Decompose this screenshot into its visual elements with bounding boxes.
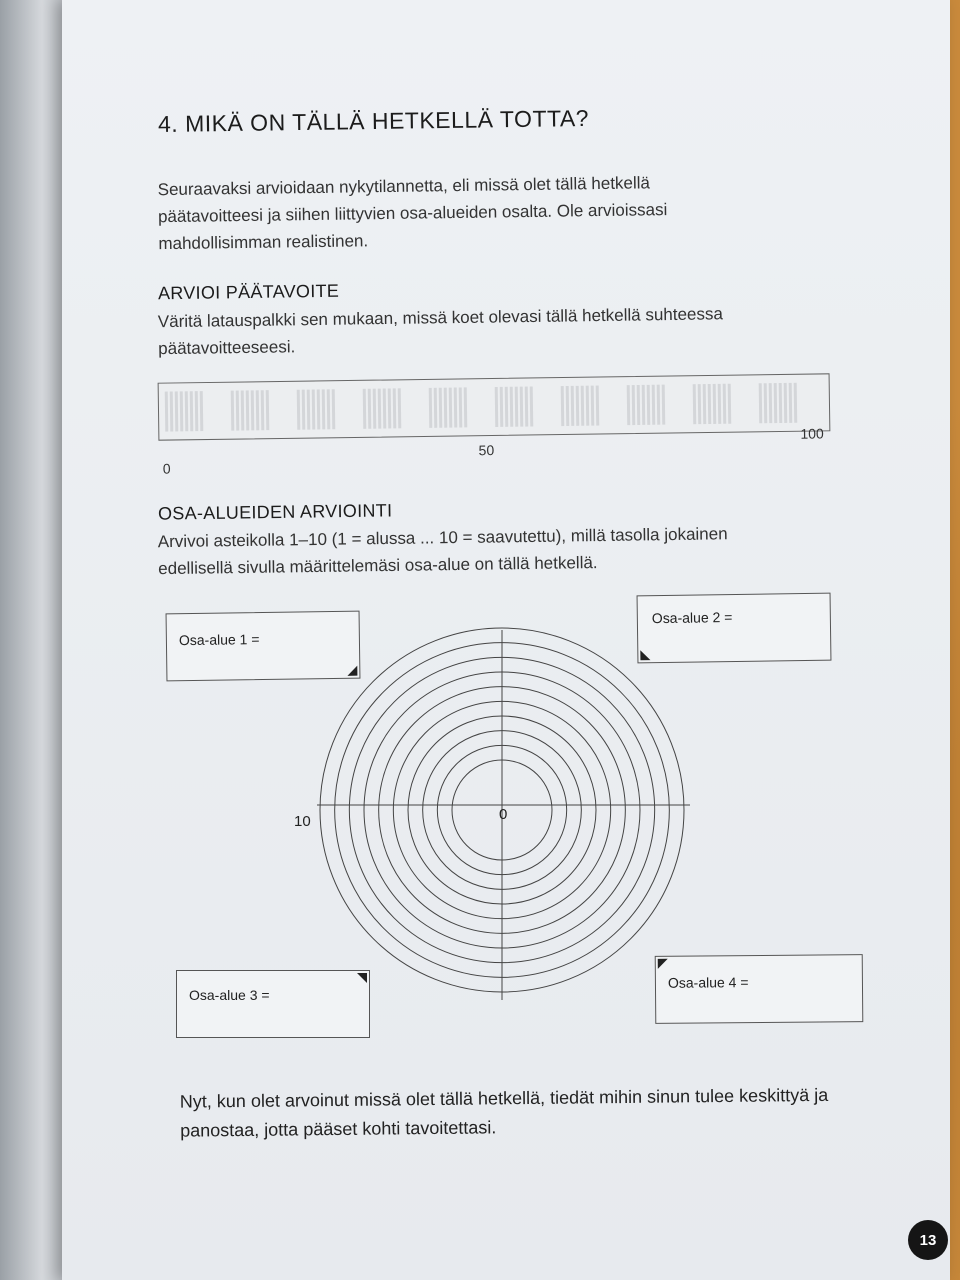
section-text-main-goal: Väritä latauspalkki sen mukaan, missä koet olevasi tällä hetkellä suhteessa päätavoitteeseesi. bbox=[157, 304, 723, 359]
bar-segment bbox=[561, 386, 600, 427]
scale-label-mid: 50 bbox=[478, 442, 495, 459]
closing-paragraph: Nyt, kun olet arvoinut missä olet tällä hetkellä, tiedät mihin sinun tulee keskittyä ja panostaa, jotta pääset kohti tavoitettasi. bbox=[179, 1084, 829, 1141]
progress-bar-exercise bbox=[158, 373, 831, 477]
progress-bar-frame bbox=[158, 373, 831, 440]
bar-segment bbox=[759, 383, 798, 424]
book-page bbox=[62, 0, 950, 1280]
section-heading-sub-areas: OSA-ALUEIDEN ARVIOINTI bbox=[157, 500, 393, 524]
bar-segment bbox=[363, 388, 402, 429]
sub-area-box-4[interactable] bbox=[655, 954, 864, 1024]
scale-label-max: 100 bbox=[800, 425, 824, 442]
sub-area-label-2: Osa-alue 2 = bbox=[651, 609, 733, 627]
page-title: 4. MIKÄ ON TÄLLÄ HETKELLÄ TOTTA? bbox=[157, 104, 590, 138]
section-text-sub-areas: Arvivoi asteikolla 1–10 (1 = alussa ... 10 = saavutettu), millä tasolla jokainen edellisellä sivulla määrittelemäsi osa-alue on tällä hetkellä. bbox=[157, 524, 728, 579]
scale-center-label: 0 bbox=[499, 806, 508, 823]
corner-marker-icon bbox=[658, 959, 668, 969]
intro-paragraph: Seuraavaksi arvioidaan nykytilannetta, eli missä olet tällä hetkellä päätavoitteesi ja siihen liittyvien osa-alueiden osalta. Ole arvioissasi mahdollisimman realistinen. bbox=[157, 173, 668, 254]
scale-label-min: 0 bbox=[162, 460, 171, 477]
bar-segment bbox=[495, 386, 534, 427]
sub-area-label-4: Osa-alue 4 = bbox=[667, 974, 749, 991]
bar-segment bbox=[429, 387, 468, 428]
bar-segment bbox=[693, 384, 732, 425]
bar-segment bbox=[165, 391, 204, 432]
bar-segment bbox=[627, 385, 666, 426]
corner-marker-icon bbox=[357, 973, 367, 983]
bar-segment bbox=[297, 389, 336, 430]
sub-area-label-3: Osa-alue 3 = bbox=[189, 987, 270, 1003]
scale-outer-label: 10 bbox=[294, 813, 311, 830]
section-heading-main-goal: ARVIOI PÄÄTAVOITE bbox=[157, 280, 340, 304]
left-page-edge bbox=[0, 0, 71, 1280]
sub-area-box-3[interactable] bbox=[176, 970, 370, 1038]
page-number-badge: 13 bbox=[908, 1220, 948, 1260]
sub-area-label-1: Osa-alue 1 = bbox=[178, 631, 260, 649]
bar-segment bbox=[231, 390, 270, 431]
